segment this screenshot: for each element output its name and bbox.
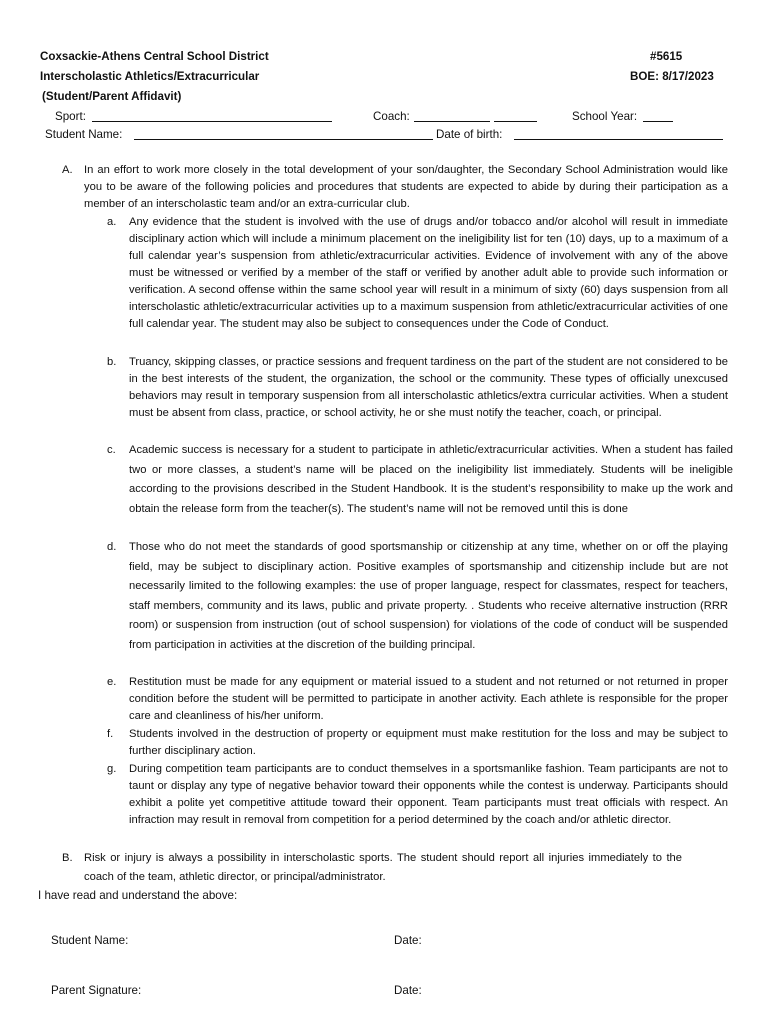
sport-label: Sport: (55, 110, 86, 123)
form-type: (Student/Parent Affidavit) (42, 90, 182, 103)
student-name-label: Student Name: (45, 128, 123, 141)
policy-item-g (107, 761, 728, 829)
item-f-label: f. (107, 728, 114, 740)
policy-item-e (107, 674, 728, 725)
coach-field-part-1[interactable] (414, 121, 490, 122)
item-b-text: Truancy, skipping classes, or practice sessions and frequent tardiness on the part of the student are not considered to be in the best interests of the student, the organization, the school or the community. These types of officially unexcused behaviors may result in temporary suspension from all interscholastic athletics/extra curricular activities. When a student must be absent from class, practice, or school activity, he or she must notify the teacher, coach, or principal. (129, 356, 728, 419)
item-e-text: Restitution must be made for any equipment or material issued to a student and not returned or not returned in proper condition before the student will be permitted to participate in another activity. Each athlete is responsible for the proper care and cleanliness of his/her uniform. (129, 676, 728, 722)
department-name: Interscholastic Athletics/Extracurricular (40, 70, 260, 83)
section-a (62, 162, 728, 213)
item-c-text: Academic success is necessary for a student to participate in athletic/extracurricular activities. When a student has failed two or more classes, a student’s name will be placed on the ineligibility list immediately. Students will be ineligible according to the provisions described in the Student Handbook. It is the student’s responsibility to make up the work and obtain the release form from the teacher(s). The student’s name will not be removed until this is done (129, 444, 733, 515)
school-year-field[interactable] (643, 121, 673, 122)
item-b-label: b. (107, 356, 117, 368)
policy-item-b (107, 354, 728, 422)
policy-number: #5615 (650, 50, 683, 63)
section-b-text: Risk or injury is always a possibility in interscholastic sports. The student should report all injuries immediately to the coach of the team, athletic director, or principal/administrator. (84, 852, 682, 883)
boe-date: BOE: 8/17/2023 (630, 70, 714, 83)
item-d-label: d. (107, 541, 117, 553)
section-b-label: B. (62, 852, 73, 864)
section-a-label: A. (62, 164, 73, 176)
policy-item-d (107, 538, 728, 655)
sport-field[interactable] (92, 121, 332, 122)
dob-label: Date of birth: (436, 128, 503, 141)
policy-item-a (107, 214, 728, 333)
student-name-field[interactable] (134, 139, 433, 140)
item-g-label: g. (107, 763, 117, 775)
item-a-text: Any evidence that the student is involved with the use of drugs and/or tobacco and/or alcohol will result in immediate disciplinary action which will include a minimum placement on the ineligibility list for ten (10) days, up to a maximum of a full calendar year’s suspension from athletic/extracurricular activities. Evidence of involvement with any of the above must be witnessed or verified by a member of the staff or verified by another adult able to provide such information or verification. A second offense within the same school year will result in a minimum of sixty (60) days suspension from all interscholastic athletic/extracurricular activities up to a maximum suspension from athletic/extracurricular activities of one full calendar year. The student may also be subject to consequences under the Code of Conduct. (129, 216, 728, 330)
dob-field[interactable] (514, 139, 723, 140)
coach-label: Coach: (373, 110, 410, 123)
signature-student-name-label: Student Name: (51, 934, 129, 947)
item-g-text: During competition team participants are to conduct themselves in a sportsmanlike fashion. Team participants are not to taunt or display any type of negative behavior toward their opponents while the contest is underway. Participants should exhibit a polite yet competitive attitude toward their opponent. Team participants must treat officials with respect. An infraction may result in removal from competition for a period determined by the coach and/or athletic director. (129, 763, 728, 826)
policy-item-f (107, 726, 728, 760)
item-f-text: Students involved in the destruction of property or equipment must make restitution for the loss and may be subject to further disciplinary action. (129, 728, 728, 757)
policy-item-c (107, 441, 733, 519)
coach-field-part-2[interactable] (494, 121, 537, 122)
district-name: Coxsackie-Athens Central School District (40, 50, 269, 63)
section-a-text: In an effort to work more closely in the total development of your son/daughter, the Secondary School Administration would like you to be aware of the following policies and procedures that students are expected to abide by during their participation as a member of an interscholastic team and/or an extra-curricular club. (84, 164, 728, 210)
acknowledgement-text: I have read and understand the above: (38, 889, 238, 902)
parent-signature-label: Parent Signature: (51, 984, 142, 997)
item-c-label: c. (107, 444, 116, 456)
signature-date-label-2: Date: (394, 984, 422, 997)
signature-date-label-1: Date: (394, 934, 422, 947)
school-year-label: School Year: (572, 110, 638, 123)
item-d-text: Those who do not meet the standards of good sportsmanship or citizenship at any time, whether on or off the playing field, may be subject to disciplinary action. Positive examples of sportsmanship and citizenship include but are not necessarily limited to the following examples: the use of proper language, respect for classmates, respect for teachers, staff members, community and its laws, public and private property. . Students who receive alternative instruction (RRR room) or suspension from instruction (out of school suspension) for violations of the code of conduct will be suspended from participation in activities at the discretion of the building principal. (129, 541, 728, 651)
item-a-label: a. (107, 216, 117, 228)
section-b (62, 849, 682, 887)
item-e-label: e. (107, 676, 117, 688)
